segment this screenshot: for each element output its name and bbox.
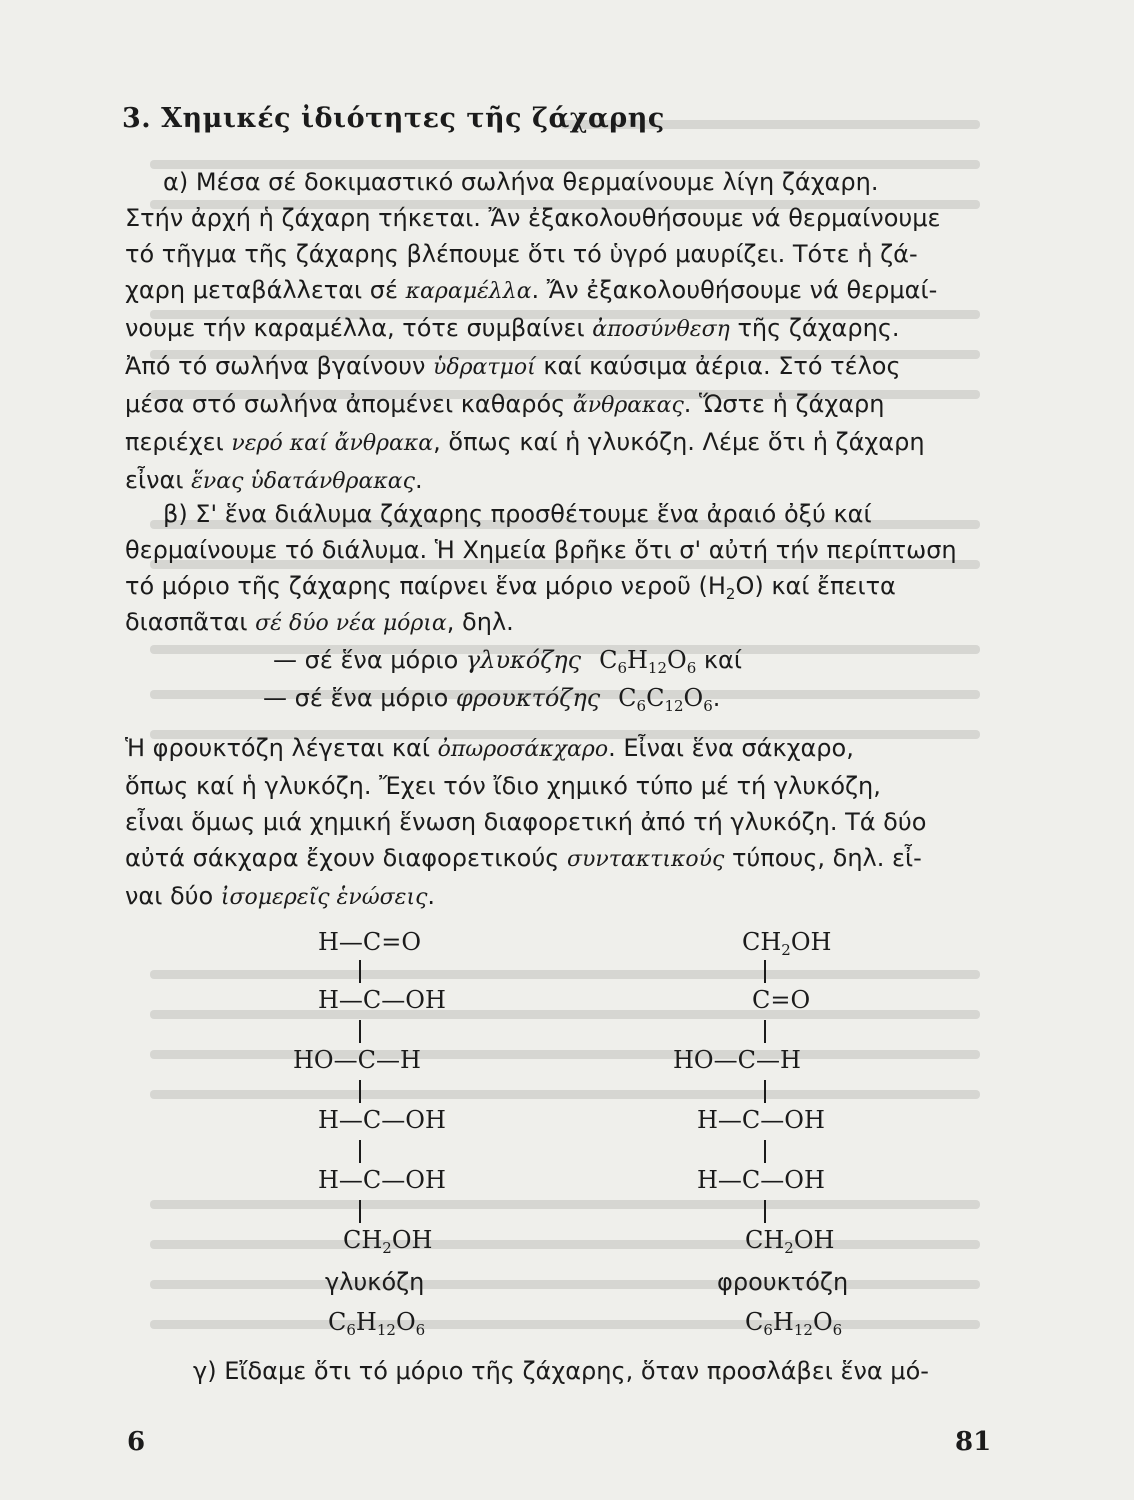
structure-row: H—C—OH <box>697 1166 825 1194</box>
text-line: τό τῆγμα τῆς ζάχαρης βλέπουμε ὅτι τό ὑγρό μαυρίζει. Τότε ἡ ζά- <box>125 240 918 268</box>
bond-line <box>764 1020 766 1043</box>
text-line: Ἡ φρουκτόζη λέγεται καί ὀπωροσάκχαρο. Εἶναι ἕνα σάκχαρο, <box>125 734 854 762</box>
text-line: διασπᾶται σέ δύο νέα μόρια, δηλ. <box>125 608 514 636</box>
bond-line <box>764 1080 766 1103</box>
paragraph-fructose <box>125 730 997 916</box>
bond-line <box>359 960 361 983</box>
text-line: θερμαίνουμε τό διάλυμα. Ἡ Χημεία βρῆκε ὅτι σ' αὐτή τήν περίπτωση <box>125 536 957 564</box>
text-line: τό μόριο τῆς ζάχαρης παίρνει ἕνα μόριο νεροῦ $(H_2O)$ καί ἔπειτα <box>125 572 896 603</box>
formula-fructose: $C_6C_{12}O_6$ <box>618 684 713 715</box>
bond-line <box>764 960 766 983</box>
glucose-molecular-formula: $C_6H_{12}O_6$ <box>328 1308 426 1339</box>
page-number: 81 <box>955 1427 992 1457</box>
structure-row: $CH_2OH$ <box>745 1226 835 1257</box>
paragraph-alpha <box>125 164 997 500</box>
term-carbohydrate: ἕνας ὑδατάνθρακας <box>191 469 415 494</box>
text-line: ναι δύο ἰσομερεῖς ἑνώσεις. <box>125 882 436 910</box>
text-line: εἶναι ὅμως μιά χημική ἕνωση διαφορετική ἀπό τή γλυκόζη. Τά δύο <box>125 808 927 836</box>
text-line: β) Σ' ἕνα διάλυμα ζάχαρης προσθέτουμε ἕνα ἀραιό ὀξύ καί <box>163 500 872 528</box>
list-item-fructose: — σέ ἕνα μόριο φρουκτόζης $C_6C_{12}O_6$. <box>263 684 721 715</box>
glucose-label: γλυκόζη <box>325 1268 425 1296</box>
bond-line <box>764 1200 766 1223</box>
structure-row: HO—C—H <box>673 1046 801 1074</box>
text-line: Στήν ἀρχή ἡ ζάχαρη τήκεται. Ἄν ἐξακολουθήσουμε νά θερμαίνουμε <box>125 204 941 232</box>
term-caramel: καραμέλλα <box>405 279 532 304</box>
structure-row: H—C—OH <box>318 986 446 1014</box>
text-line: ὅπως καί ἡ γλυκόζη. Ἔχει τόν ἴδιο χημικό τύπο μέ τή γλυκόζη, <box>125 772 881 800</box>
text-line: χαρη μεταβάλλεται σέ καραμέλλα. Ἄν ἐξακολουθήσουμε νά θερμαί- <box>125 276 938 304</box>
structure-row: H—C—OH <box>318 1166 446 1194</box>
term-water-vapour: ὑδρατμοί <box>433 355 536 380</box>
text-line: Ἀπό τό σωλήνα βγαίνουν ὑδρατμοί καί καύσιμα ἀέρια. Στό τέλος <box>125 352 901 380</box>
term-isomeric-compounds: ἰσομερεῖς ἑνώσεις <box>220 885 428 910</box>
bond-line <box>359 1020 361 1043</box>
paragraph-beta <box>125 496 997 642</box>
term-carbon: ἄνθρακας <box>572 393 684 418</box>
structure-row: $CH_2OH$ <box>742 928 832 959</box>
term-fruit-sugar: ὀπωροσάκχαρο <box>437 737 609 762</box>
term-two-new-molecules: σέ δύο νέα μόρια <box>255 611 447 636</box>
text-line: μέσα στό σωλήνα ἀπομένει καθαρός ἄνθρακας. Ὥστε ἡ ζάχαρη <box>125 390 885 418</box>
term-decomposition: ἀποσύνθεση <box>592 317 730 342</box>
formula-glucose: $C_6H_{12}O_6$ <box>599 646 697 677</box>
paragraph-gamma: γ) Εἴδαμε ὅτι τό μόριο τῆς ζάχαρης, ὅταν προσλάβει ἕνα μό- <box>193 1357 929 1385</box>
structure-row: H—C—OH <box>697 1106 825 1134</box>
structure-row: H—C—OH <box>318 1106 446 1134</box>
structure-row: H—C=O <box>318 928 422 956</box>
text-line: νουμε τήν καραμέλλα, τότε συμβαίνει ἀποσύνθεση τῆς ζάχαρης. <box>125 314 900 342</box>
fructose-label: φρουκτόζη <box>717 1268 849 1296</box>
text-line: α) Μέσα σέ δοκιμαστικό σωλήνα θερμαίνουμε λίγη ζάχαρη. <box>163 168 879 196</box>
section-heading: 3. Χημικές ἰδιότητες τῆς ζάχαρης <box>122 103 665 134</box>
text-line: περιέχει νερό καί ἄνθρακα, ὅπως καί ἡ γλυκόζη. Λέμε ὅτι ἡ ζάχαρη <box>125 428 925 456</box>
structure-row: $CH_2OH$ <box>343 1226 433 1257</box>
fructose-molecular-formula: $C_6H_{12}O_6$ <box>745 1308 843 1339</box>
products-list <box>125 642 997 716</box>
bond-line <box>359 1080 361 1103</box>
text-line: αὐτά σάκχαρα ἔχουν διαφορετικούς συντακτικούς τύπους, δηλ. εἶ- <box>125 844 922 872</box>
term-water-and-carbon: νερό καί ἄνθρακα <box>231 431 434 456</box>
signature-mark: 6 <box>127 1427 146 1457</box>
bond-line <box>359 1140 361 1163</box>
structure-row: C=O <box>752 986 811 1014</box>
bond-line <box>764 1140 766 1163</box>
bond-line <box>359 1200 361 1223</box>
list-item-glucose: — σέ ἕνα μόριο γλυκόζης $C_6H_{12}O_6$ καί <box>273 646 742 677</box>
text-line: εἶναι ἕνας ὑδατάνθρακας. <box>125 466 423 494</box>
term-structural: συντακτικούς <box>566 847 725 872</box>
structure-row: HO—C—H <box>293 1046 421 1074</box>
